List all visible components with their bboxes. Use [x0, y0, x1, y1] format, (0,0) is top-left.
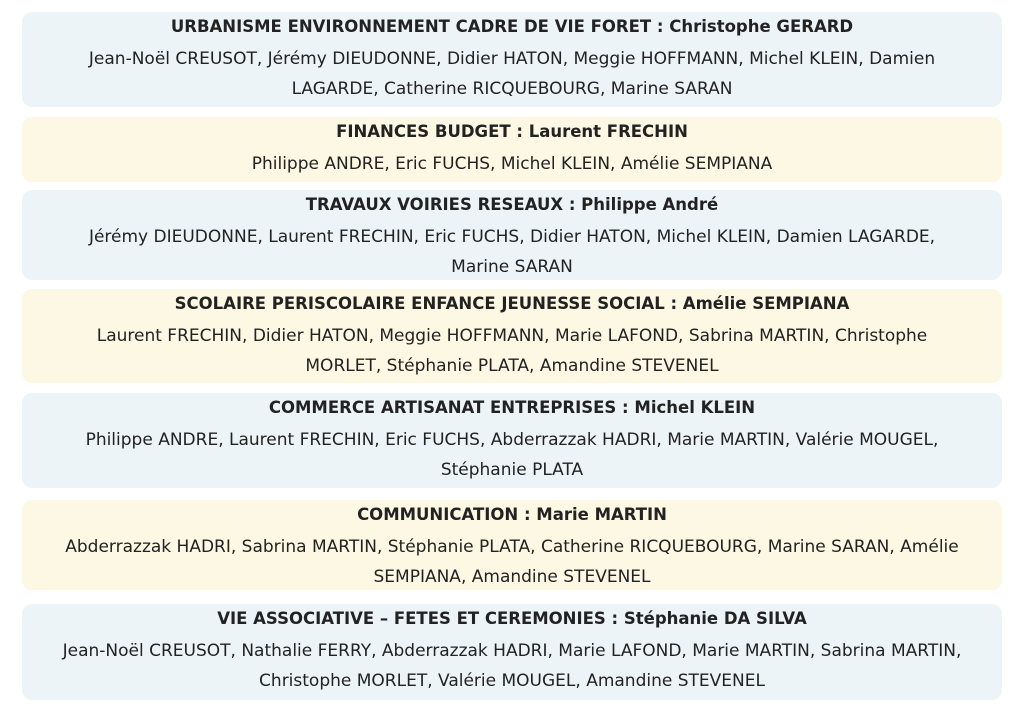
committee-members: Jean-Noël CREUSOT, Jérémy DIEUDONNE, Didier HATON, Meggie HOFFMANN, Michel KLEIN, Damien LAGARDE, Catherine RICQUEBOURG, Marine SARAN: [88, 49, 936, 99]
committee-title: VIE ASSOCIATIVE – FETES ET CEREMONIES : Stéphanie DA SILVA: [217, 609, 807, 628]
committee-card-finances: [22, 117, 1002, 182]
committee-card-travaux: [22, 190, 1002, 280]
committee-title: FINANCES BUDGET : Laurent FRECHIN: [336, 122, 688, 141]
committee-title: COMMUNICATION : Marie MARTIN: [357, 505, 667, 524]
committee-members: Abderrazzak HADRI, Sabrina MARTIN, Stéphanie PLATA, Catherine RICQUEBOURG, Marine SARAN, Amélie SEMPIANA, Amandine STEVENEL: [65, 537, 959, 587]
committee-members: Jérémy DIEUDONNE, Laurent FRECHIN, Eric FUCHS, Didier HATON, Michel KLEIN, Damien LAGARDE, Marine SARAN: [88, 227, 936, 277]
committee-members: Philippe ANDRE, Eric FUCHS, Michel KLEIN, Amélie SEMPIANA: [251, 154, 773, 174]
committee-members: Jean-Noël CREUSOT, Nathalie FERRY, Abderrazzak HADRI, Marie LAFOND, Marie MARTIN, Sabrina MARTIN, Christophe MORLET, Valérie MOUGEL, Amandine STEVENEL: [62, 641, 962, 691]
committee-title: COMMERCE ARTISANAT ENTREPRISES : Michel KLEIN: [268, 398, 756, 417]
committee-members: Philippe ANDRE, Laurent FRECHIN, Eric FUCHS, Abderrazzak HADRI, Marie MARTIN, Valérie MOUGEL, Stéphanie PLATA: [85, 430, 939, 480]
committee-card-vie-associative: [22, 604, 1002, 700]
committee-card-communication: [22, 500, 1002, 590]
committee-card-urbanisme: [22, 12, 1002, 107]
committee-title: TRAVAUX VOIRIES RESEAUX : Philippe André: [305, 195, 719, 214]
committee-card-scolaire: [22, 289, 1002, 383]
committee-title: URBANISME ENVIRONNEMENT CADRE DE VIE FORET : Christophe GERARD: [170, 17, 854, 36]
committee-members: Laurent FRECHIN, Didier HATON, Meggie HOFFMANN, Marie LAFOND, Sabrina MARTIN, Christophe MORLET, Stéphanie PLATA, Amandine STEVENEL: [96, 326, 928, 376]
committee-title: SCOLAIRE PERISCOLAIRE ENFANCE JEUNESSE SOCIAL : Amélie SEMPIANA: [174, 294, 850, 313]
committee-card-commerce: [22, 393, 1002, 488]
